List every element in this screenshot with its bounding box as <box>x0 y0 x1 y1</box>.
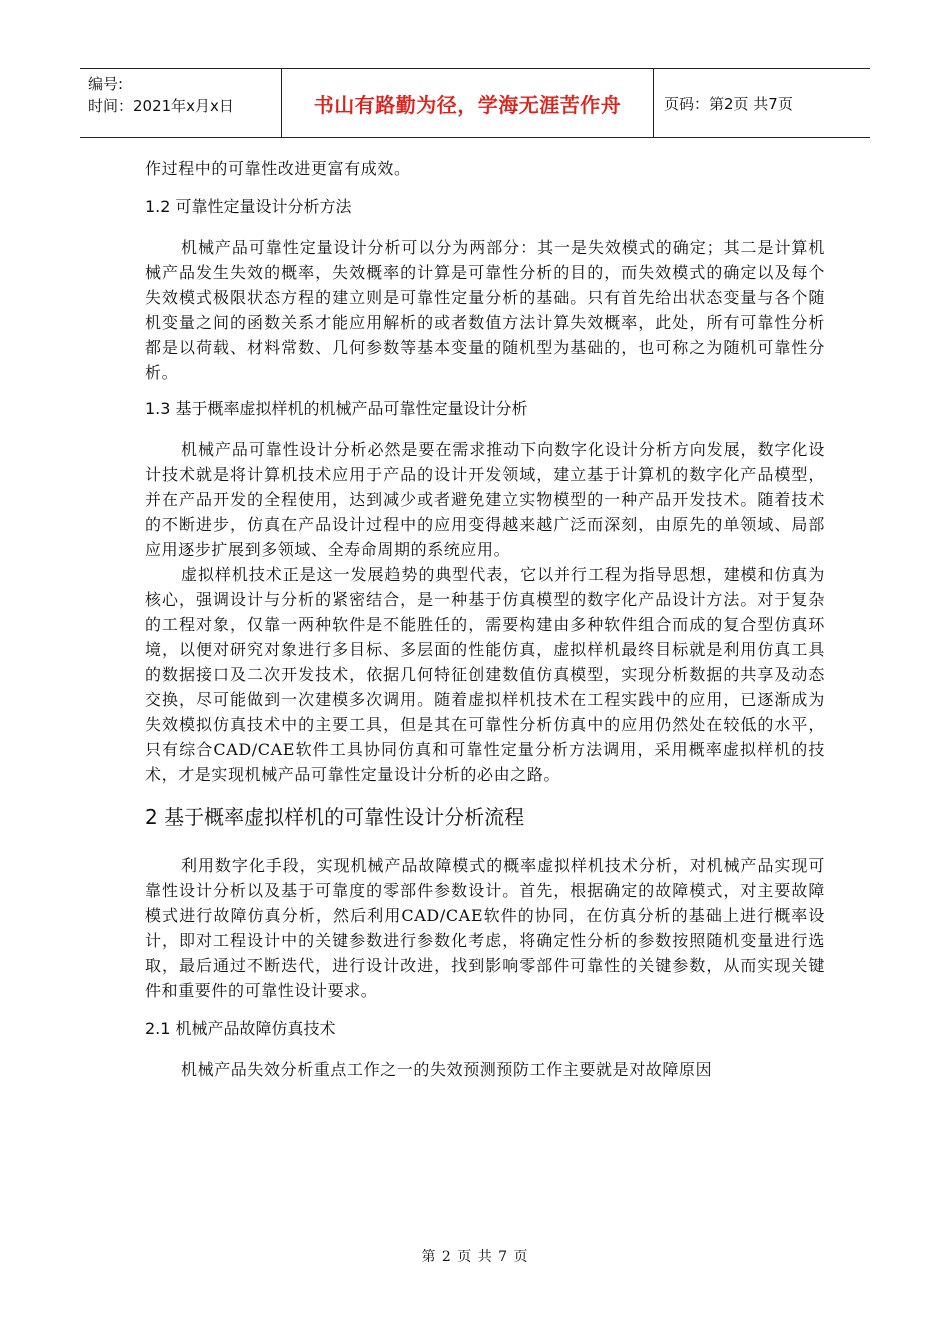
number-label: 编号: <box>88 75 124 93</box>
time-label: 时间：2021年x月x日 <box>88 97 234 115</box>
section-heading-1-2: 1.2 可靠性定量设计分析方法 <box>145 197 352 216</box>
section-heading-2-1: 2.1 机械产品故障仿真技术 <box>145 1019 336 1038</box>
section-heading-2: 2 基于概率虚拟样机的可靠性设计分析流程 <box>145 805 525 829</box>
paragraph: 虚拟样机技术正是这一发展趋势的典型代表，它以并行工程为指导思想，建模和仿真为核心，强调设计与分析的紧密结合，是一种基于仿真模型的数字化产品设计方法。对于复杂的工程对象，仅靠一两种软件是不能胜任的，需要构建由多种软件组合而成的复合型仿真环境，以便对研究对象进行多目标、多层面的性能仿真，虚拟样机最终目标就是利用仿真工具的数据接口及二次开发技术，依据几何特征创建数值仿真模型，实现分析数据的共享及动态交换，尽可能做到一次建模多次调用。随着虚拟样机技术在工程实践中的应用，已逐渐成为失效模拟仿真技术中的主要工具，但是其在可靠性分析仿真中的应用仍然处在较低的水平，只有综合CAD/CAE软件工具协同仿真和可靠性定量分析方法调用，采用概率虚拟样机的技术，才是实现机械产品可靠性定量设计分析的必由之路。 <box>145 565 825 784</box>
header-meta <box>80 69 282 137</box>
paragraph: 机械产品可靠性定量设计分析可以分为两部分：其一是失效模式的确定；其二是计算机械产品发生失效的概率，失效概率的计算是可靠性分析的目的，而失效模式的确定以及每个失效模式极限状态方程的建立则是可靠性定量分析的基础。只有首先给出状态变量与各个随机变量之间的函数关系才能应用解析的或者数值方法计算失效概率，此处，所有可靠性分析都是以荷载、材料常数、几何参数等基本变量的随机型为基础的，也可称之为随机可靠性分析。 <box>145 238 825 382</box>
header-page-info <box>654 69 870 137</box>
document-body <box>145 156 825 1082</box>
header-table <box>80 68 870 138</box>
section-heading-1-3: 1.3 基于概率虚拟样机的机械产品可靠性定量设计分析 <box>145 399 528 418</box>
paragraph: 机械产品可靠性设计分析必然是要在需求推动下向数字化设计分析方向发展，数字化设计技术就是将计算机技术应用于产品的设计开发领域，建立基于计算机的数字化产品模型，并在产品开发的全程使用，达到减少或者避免建立实物模型的一种产品开发技术。随着技术的不断进步，仿真在产品设计过程中的应用变得越来越广泛而深刻，由原先的单领域、局部应用逐步扩展到多领域、全寿命周期的系统应用。 <box>145 440 825 559</box>
paragraph: 机械产品失效分析重点工作之一的失效预测预防工作主要就是对故障原因 <box>181 1060 713 1079</box>
page-info: 页码：第2页 共7页 <box>664 94 793 113</box>
motto: 书山有路勤为径，学海无涯苦作舟 <box>313 92 622 117</box>
paragraph: 利用数字化手段，实现机械产品故障模式的概率虚拟样机技术分析，对机械产品实现可靠性设计分析以及基于可靠度的零部件参数设计。首先，根据确定的故障模式，对主要故障模式进行故障仿真分析，然后利用CAD/CAE软件的协同，在仿真分析的基础上进行概率设计，即对工程设计中的关键参数进行参数化考虑，将确定性分析的参数按照随机变量进行选取，最后通过不断迭代，进行设计改进，找到影响零部件可靠性的关键参数，从而实现关键件和重要件的可靠性设计要求。 <box>145 856 825 1000</box>
header-motto-cell <box>282 69 654 137</box>
page-footer: 第 2 页 共 7 页 <box>421 1249 529 1265</box>
paragraph: 作过程中的可靠性改进更富有成效。 <box>145 159 411 178</box>
